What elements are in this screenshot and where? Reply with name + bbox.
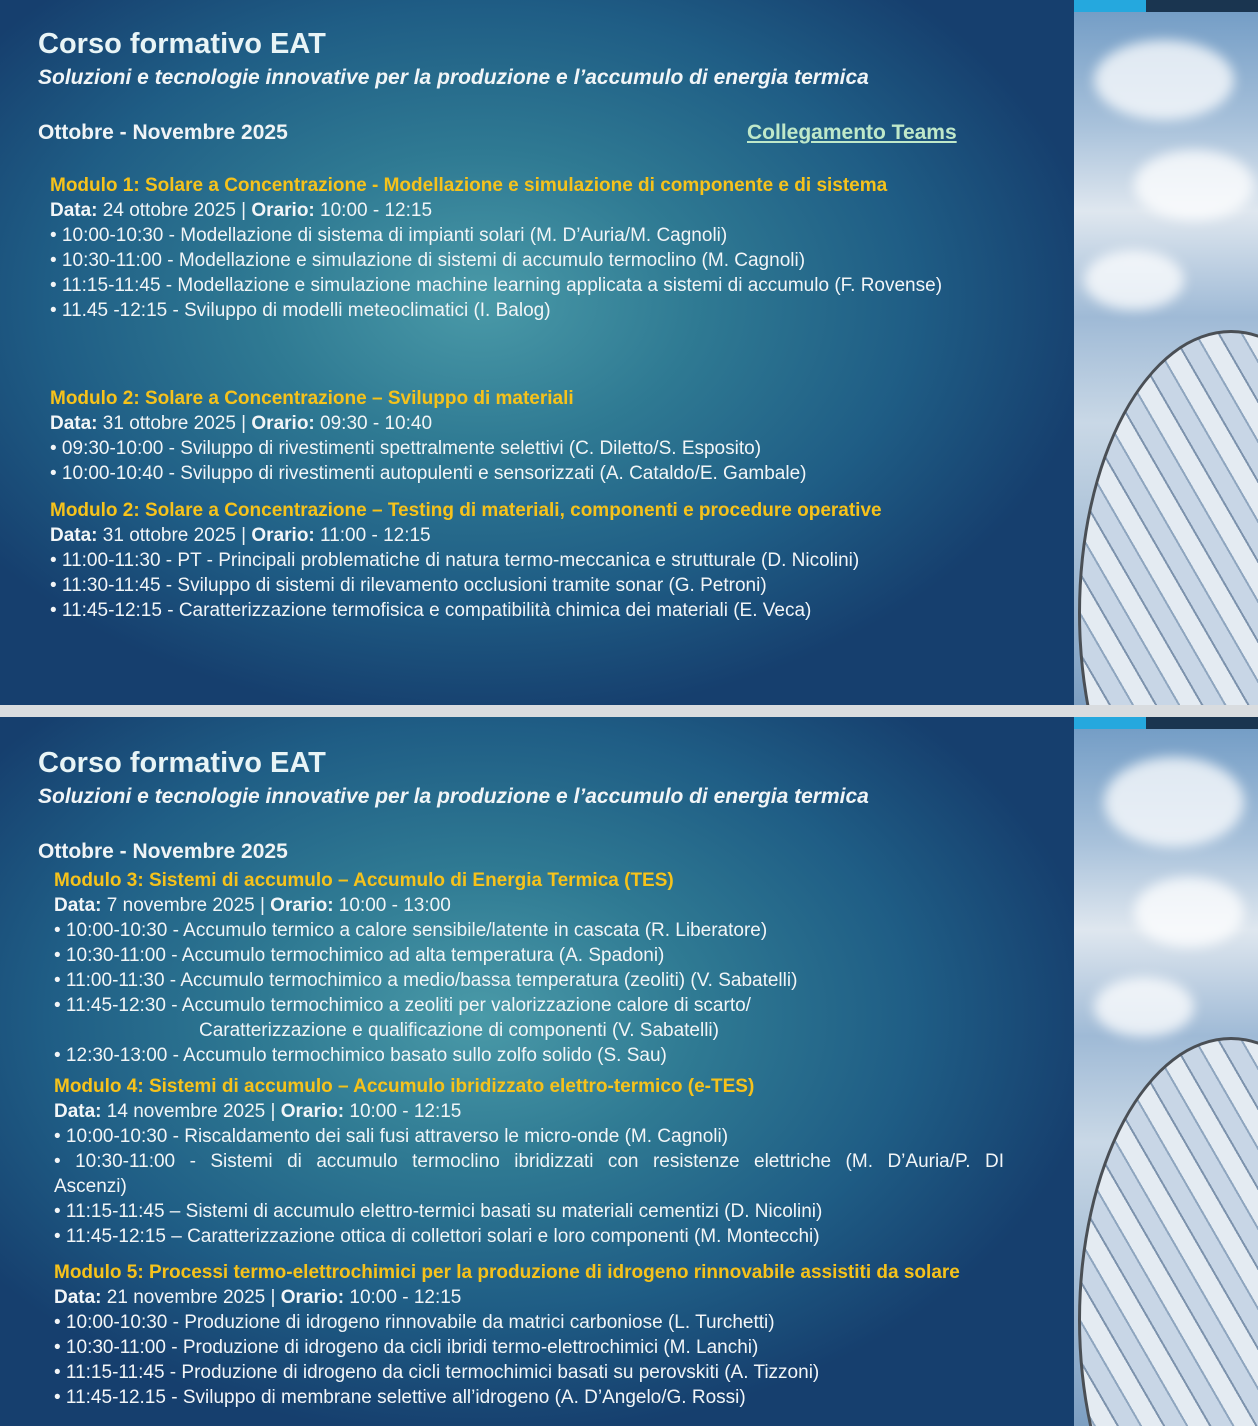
list-item: • 11:00-11:30 - PT - Principali problematiche di natura termo-meccanica e strutturale (D. Nicolini) xyxy=(50,550,860,571)
module-date: Data: 31 ottobre 2025 | Orario: 09:30 - 10:40 xyxy=(50,413,433,434)
list-item: • 10:00-10:30 - Riscaldamento dei sali fusi attraverso le micro-onde (M. Cagnoli) xyxy=(54,1126,729,1147)
list-item: • 11:45-12:15 - Caratterizzazione termofisica e compatibilità chimica dei materiali (E. Veca) xyxy=(50,600,812,621)
list-item: • 11:45-12:15 – Caratterizzazione ottica di collettori solari e loro componenti (M. Montecchi) xyxy=(54,1226,820,1247)
list-item: • 11:30-11:45 - Sviluppo di sistemi di rilevamento occlusioni tramite sonar (G. Petroni) xyxy=(50,575,767,596)
list-item: Caratterizzazione e qualificazione di componenti (V. Sabatelli) xyxy=(199,1020,719,1041)
module-heading: Modulo 5: Processi termo-elettrochimici per la produzione di idrogeno rinnovabile assistiti da solare xyxy=(54,1262,960,1283)
list-item: • 10:00-10:30 - Modellazione di sistema di impianti solari (M. D’Auria/M. Cagnoli) xyxy=(50,225,728,246)
module-heading: Modulo 3: Sistemi di accumulo – Accumulo di Energia Termica (TES) xyxy=(54,870,674,891)
module-date: Data: 24 ottobre 2025 | Orario: 10:00 - 12:15 xyxy=(50,200,433,221)
list-item: • 10:00-10:40 - Sviluppo di rivestimenti autopulenti e sensorizzati (A. Cataldo/E. Gambale) xyxy=(50,463,807,484)
module-2b xyxy=(50,498,1060,623)
list-item: • 11:15-11:45 – Sistemi di accumulo elettro-termici basati su materiali cementizi (D. Nicolini) xyxy=(54,1201,823,1222)
page-subtitle: Soluzioni e tecnologie innovative per la produzione e l’accumulo di energia termica xyxy=(38,66,869,89)
course-period: Ottobre - Novembre 2025 xyxy=(38,840,288,863)
list-item: • 11:45-12.15 - Sviluppo di membrane selettive all’idrogeno (A. D’Angelo/G. Rossi) xyxy=(54,1387,746,1408)
module-date: Data: 31 ottobre 2025 | Orario: 11:00 - 12:15 xyxy=(50,525,431,546)
page-subtitle: Soluzioni e tecnologie innovative per la produzione e l’accumulo di energia termica xyxy=(38,785,869,808)
list-item: • 10:00-10:30 - Produzione di idrogeno rinnovabile da matrici carboniose (L. Turchetti) xyxy=(54,1312,775,1333)
module-heading: Modulo 2: Solare a Concentrazione – Testing di materiali, componenti e procedure operative xyxy=(50,500,882,521)
list-item: • 11:45-12:30 - Accumulo termochimico a zeoliti per valorizzazione calore di scarto/ xyxy=(54,995,751,1016)
list-item: • 11:00-11:30 - Accumulo termochimico a medio/bassa temperatura (zeoliti) (V. Sabatelli) xyxy=(54,970,798,991)
list-item: • 10:30-11:00 - Sistemi di accumulo termoclino ibridizzati con resistenze elettriche (M. D’Auria/P. DI Ascenzi) xyxy=(54,1151,1004,1197)
course-period: Ottobre - Novembre 2025 xyxy=(38,121,288,144)
module-heading: Modulo 1: Solare a Concentrazione - Modellazione e simulazione di componente e di sistema xyxy=(50,175,888,196)
list-item: • 10:00-10:30 - Accumulo termico a calore sensibile/latente in cascata (R. Liberatore) xyxy=(54,920,768,941)
slide-divider xyxy=(0,705,1258,717)
module-heading: Modulo 2: Solare a Concentrazione – Sviluppo di materiali xyxy=(50,388,574,409)
list-item: • 10:30-11:00 - Accumulo termochimico ad alta temperatura (A. Spadoni) xyxy=(54,945,665,966)
module-date: Data: 7 novembre 2025 | Orario: 10:00 - 13:00 xyxy=(54,895,451,916)
list-item: • 11.45 -12:15 - Sviluppo di modelli meteoclimatici (I. Balog) xyxy=(50,300,551,321)
slide-2 xyxy=(0,717,1258,1426)
teams-link[interactable]: Collegamento Teams xyxy=(747,121,957,144)
list-item: • 10:30-11:00 - Modellazione e simulazione di sistemi di accumulo termoclino (M. Cagnoli) xyxy=(50,250,806,271)
module-1 xyxy=(50,173,1060,323)
module-date: Data: 14 novembre 2025 | Orario: 10:00 - 12:15 xyxy=(54,1101,462,1122)
solar-dish-photo xyxy=(1074,0,1258,705)
list-item: • 11:15-11:45 - Produzione di idrogeno da cicli termochimici basati su perovskiti (A. Tizzoni) xyxy=(54,1362,820,1383)
page-title: Corso formativo EAT xyxy=(38,747,326,779)
page-title: Corso formativo EAT xyxy=(38,28,326,60)
module-heading: Modulo 4: Sistemi di accumulo – Accumulo ibridizzato elettro-termico (e-TES) xyxy=(54,1076,755,1097)
list-item: • 10:30-11:00 - Produzione di idrogeno da cicli ibridi termo-elettrochimici (M. Lanchi) xyxy=(54,1337,759,1358)
module-date: Data: 21 novembre 2025 | Orario: 10:00 - 12:15 xyxy=(54,1287,462,1308)
module-5 xyxy=(54,1260,1064,1410)
list-item: • 09:30-10:00 - Sviluppo di rivestimenti spettralmente selettivi (C. Diletto/S. Esposito) xyxy=(50,438,762,459)
list-item: • 12:30-13:00 - Accumulo termochimico basato sullo zolfo solido (S. Sau) xyxy=(54,1045,667,1066)
module-2a xyxy=(50,386,1060,486)
module-4 xyxy=(54,1074,1064,1249)
list-item: • 11:15-11:45 - Modellazione e simulazione machine learning applicata a sistemi di accumulo (F. Rovense) xyxy=(50,275,943,296)
solar-dish-photo xyxy=(1074,717,1258,1426)
slide-1 xyxy=(0,0,1258,705)
module-3 xyxy=(54,868,1064,1068)
